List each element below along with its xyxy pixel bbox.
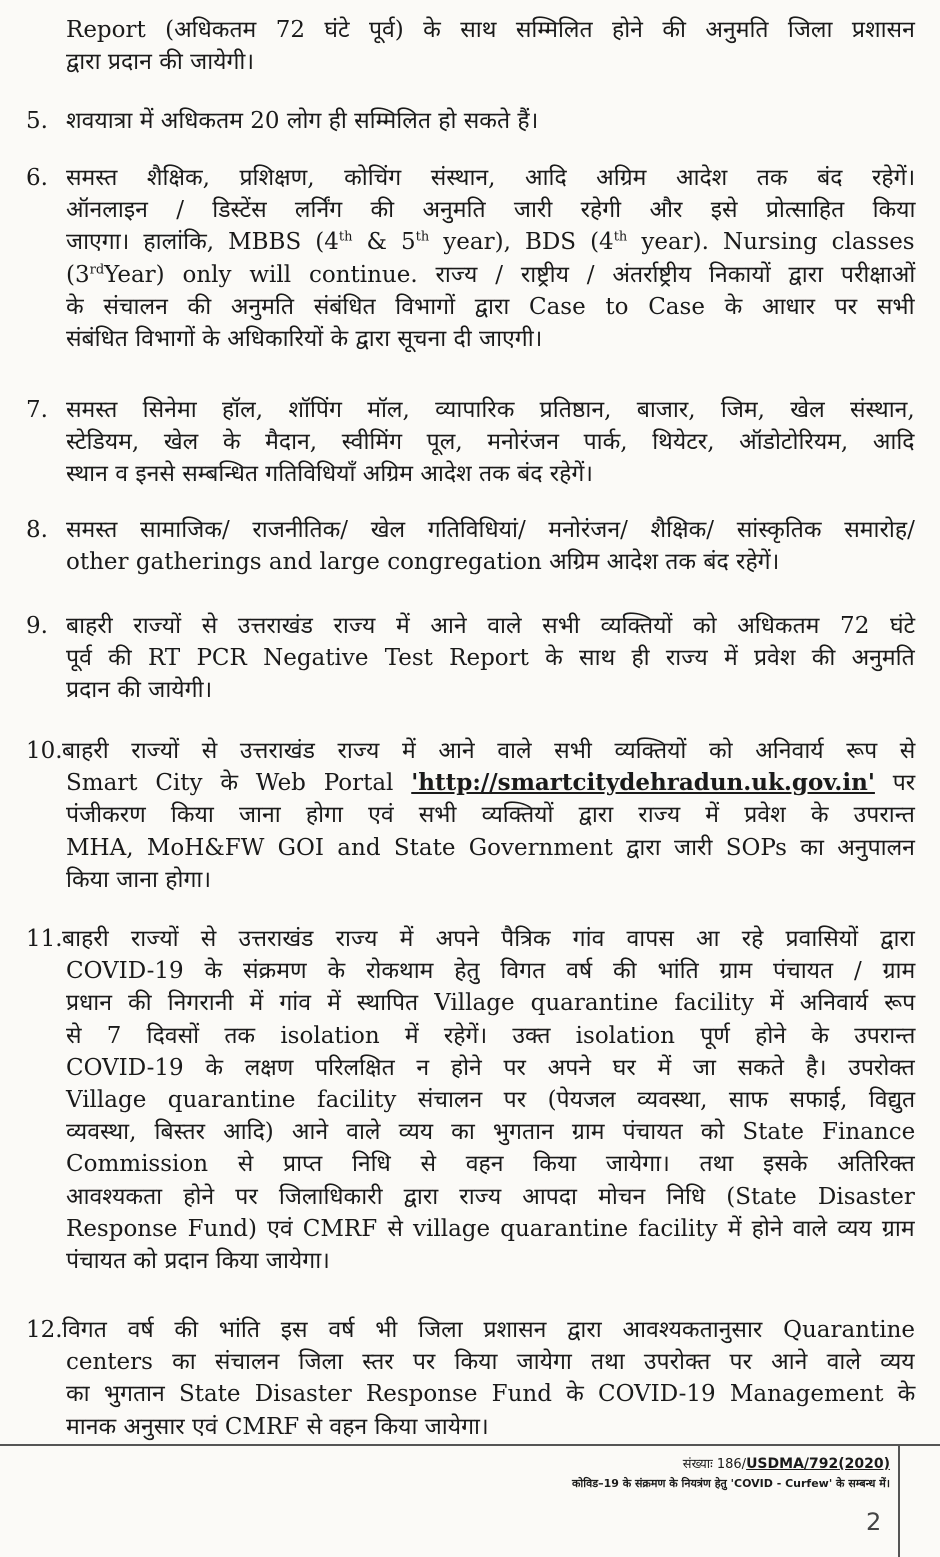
item-text-line: आवश्यकता होने पर जिलाधिकारी द्वारा राज्य आपदा मोचन निधि (State Disaster [66,1183,915,1210]
item-text-line: के संचालन की अनुमति संबंधित विभागों द्वारा Case to Case के आधार पर सभी [66,293,915,320]
item-text-line: (3rdYear) only will continue. राज्य / राष्ट्रीय / अंतर्राष्ट्रीय निकायों द्वारा परीक्षाओं [66,261,916,288]
item-text-line: समस्त सामाजिक/ राजनीतिक/ खेल गतिविधियां/ मनोरंजन/ शैक्षिक/ सांस्कृतिक समारोह/ [66,517,915,543]
item-text-line: संबंधित विभागों के अधिकारियों के द्वारा सूचना दी जाएगी। [66,326,543,352]
item-number: 7. [26,397,48,423]
footer-subject: कोविड–19 के संक्रमण के नियत्रंण हेतु 'COVID - Curfew' के सम्बन्ध में। [571,1477,890,1490]
footer-reference [683,1456,890,1473]
item-text-line: बाहरी राज्यों से उत्तराखंड राज्य में आने वाले सभी व्यक्तियों को अधिकतम 72 घंटे [66,613,916,639]
item-number: 12. [26,1317,63,1343]
item-text-line: बाहरी राज्यों से उत्तराखंड राज्य में आने वाले सभी व्यक्तियों को अनिवार्य रूप से [62,738,916,764]
item-text-line: प्रदान की जायेगी। [66,677,213,704]
footer-ref-label: संख्याः 186/ [682,1457,747,1472]
item-number: 8. [26,517,48,543]
item-number: 6. [26,165,48,191]
item-text-line: किया जाना होगा। [66,866,212,893]
item-text-line: other gatherings and large congregation अग्रिम आदेश तक बंद रहेगें। [66,549,780,576]
item-text-line: MHA, MoH&FW GOI and State Government द्वारा जारी SOPs का अनुपालन [66,834,915,861]
web-portal-link[interactable]: 'http://smartcitydehradun.uk.gov.in' [411,769,875,797]
item-text-line: पूर्व की RT PCR Negative Test Report के साथ ही राज्य में प्रवेश की अनुमति [66,645,915,672]
item-text-line: विगत वर्ष की भांति इस वर्ष भी जिला प्रशासन द्वारा आवश्यकतानुसार Quarantine [62,1317,916,1343]
item-text-line: बाहरी राज्यों से उत्तराखंड राज्य में अपने पैत्रिक गांव वापस आ रहे प्रवासियों द्वारा [62,926,915,952]
item-text-line: स्टेडियम, खेल के मैदान, स्वीमिंग पूल, मनोरंजन पार्क, थियेटर, ऑडोटोरियम, आदि [66,429,915,456]
footer-vertical-divider [898,1446,900,1557]
item-text-line: का भुगतान State Disaster Response Fund के COVID-19 Management के [66,1381,916,1408]
item-text-line: centers का संचालन जिला स्तर पर किया जायेगा तथा उपरोक्त पर आने वाले व्यय [66,1349,915,1376]
footer-ref-code: USDMA/792(2020) [746,1456,890,1472]
item-text-line: द्वारा प्रदान की जायेगी। [66,49,255,76]
item-number: 10. [26,738,63,764]
item-text-line: स्थान व इनसे सम्बन्धित गतिविधियाँ अग्रिम आदेश तक बंद रहेगें। [66,461,594,488]
item-text-line: से 7 दिवसों तक isolation में रहेगें। उक्त isolation पूर्ण होने के उपरान्त [66,1022,916,1049]
item-text-line: Commission से प्राप्त निधि से वहन किया जायेगा। तथा इसके अतिरिक्त [66,1151,915,1178]
item-text-line: COVID-19 के संक्रमण के रोकथाम हेतु विगत वर्ष की भांति ग्राम पंचायत / ग्राम [66,958,916,985]
item-text-line: शवयात्रा में अधिकतम 20 लोग ही सम्मिलित हो सकते हैं। [66,108,539,134]
footer-divider [0,1444,940,1446]
page-number: 2 [866,1508,882,1536]
item-text-line: ऑनलाइन / डिस्टेंस लर्निंग की अनुमति जारी रहेगी और इसे प्रोत्साहित किया [66,197,916,224]
item-number: 9. [26,613,48,639]
item-text-line: मानक अनुसार एवं CMRF से वहन किया जायेगा। [66,1413,489,1440]
item-number: 5. [26,108,48,134]
item-text-line: समस्त शैक्षिक, प्रशिक्षण, कोचिंग संस्थान, आदि अग्रिम आदेश तक बंद रहेगें। [66,165,916,191]
item-text-line: पंचायत को प्रदान किया जायेगा। [66,1248,330,1274]
item-text-line: Village quarantine facility संचालन पर (पेयजल व्यवस्था, साफ सफाई, विद्युत [66,1087,916,1113]
item-text-line: Smart City के Web Portal 'http://smartcitydehradun.uk.gov.in' पर [66,769,916,797]
item-text-line: Report (अधिकतम 72 घंटे पूर्व) के साथ सम्मिलित होने की अनुमति जिला प्रशासन [66,17,915,43]
item-text-line: व्यवस्था, बिस्तर आदि) आने वाले व्यय का भुगतान ग्राम पंचायत को State Finance [66,1119,916,1146]
item-number: 11. [26,926,63,952]
item-text-line: जाएगा। हालांकि, MBBS (4th & 5th year), BDS (4th year). Nursing classes [66,229,915,256]
item-text-line: प्रधान की निगरानी में गांव में स्थापित Village quarantine facility में अनिवार्य रूप [66,990,916,1017]
item-text-line: पंजीकरण किया जाना होगा एवं सभी व्यक्तियों द्वारा राज्य में प्रवेश के उपरान्त [66,802,915,829]
item-text-line: Response Fund) एवं CMRF से village quarantine facility में होने वाले व्यय ग्राम [66,1215,915,1242]
item-text-line: COVID-19 के लक्षण परिलक्षित न होने पर अपने घर में जा सकते है। उपरोक्त [66,1054,915,1081]
item-text-line: समस्त सिनेमा हॉल, शॉपिंग मॉल, व्यापारिक प्रतिष्ठान, बाजार, जिम, खेल संस्थान, [66,397,915,423]
